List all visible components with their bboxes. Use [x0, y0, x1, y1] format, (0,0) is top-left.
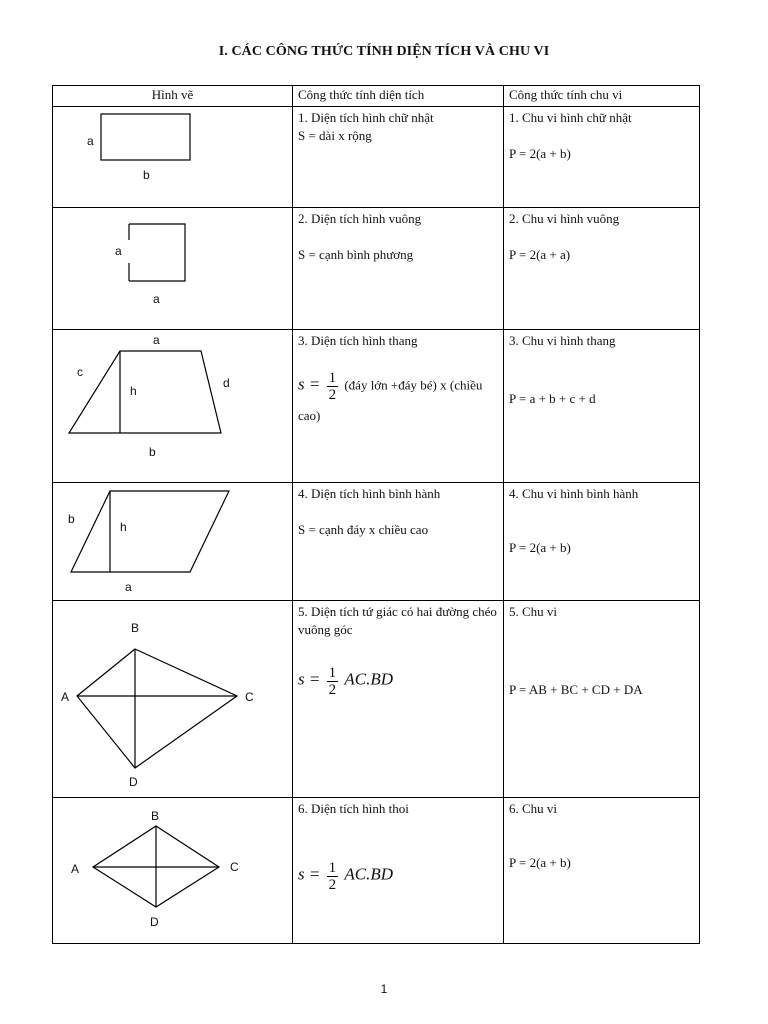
formula-prefix: s = — [298, 374, 321, 394]
label-a: a — [87, 134, 94, 148]
area-title: 5. Diện tích tứ giác có hai đường chéo vuông góc — [298, 604, 497, 637]
label-a-side: a — [115, 244, 122, 258]
area-cell — [293, 483, 504, 601]
perimeter-title: 1. Chu vi hình chữ nhật — [509, 110, 632, 125]
perimeter-formula: P = a + b + c + d — [509, 391, 596, 406]
formula-prefix: s = — [298, 669, 321, 689]
label-h: h — [130, 384, 137, 398]
parallelogram-diagram — [53, 483, 292, 601]
label-C: C — [245, 690, 254, 704]
square-figure — [53, 208, 293, 330]
fraction-denominator: 2 — [328, 877, 337, 893]
perimeter-title: 3. Chu vi hình thang — [509, 333, 616, 348]
fraction-half — [327, 860, 339, 893]
fraction-denominator: 2 — [328, 387, 337, 403]
formula-rest: AC.BD — [344, 669, 393, 689]
label-d: d — [223, 376, 230, 390]
perimeter-cell — [504, 208, 700, 330]
fraction-denominator: 2 — [328, 682, 337, 698]
table-row — [53, 107, 700, 208]
area-formula: S = cạnh đáy x chiều cao — [298, 522, 429, 537]
fraction-numerator: 1 — [328, 665, 337, 681]
label-a-bottom: a — [153, 292, 160, 306]
area-title: 2. Diện tích hình vuông — [298, 211, 422, 226]
table-row — [53, 330, 700, 483]
perimeter-title: 4. Chu vi hình bình hành — [509, 486, 639, 501]
perimeter-title: 2. Chu vi hình vuông — [509, 211, 620, 226]
parallelogram-figure — [53, 483, 293, 601]
area-formula: S = dài x rộng — [298, 128, 372, 143]
area-formula — [298, 860, 499, 893]
area-cell — [293, 208, 504, 330]
fraction-half — [327, 370, 339, 403]
area-cell — [293, 798, 504, 944]
rectangle-figure — [53, 107, 293, 208]
rhombus-figure — [53, 798, 293, 944]
table-row — [53, 208, 700, 330]
label-A: A — [61, 690, 70, 704]
formula-prefix: s = — [298, 864, 321, 884]
perimeter-formula: P = 2(a + a) — [509, 247, 571, 262]
area-formula — [298, 665, 499, 698]
perimeter-cell — [504, 601, 700, 798]
table-row — [53, 798, 700, 944]
square-diagram — [53, 208, 292, 330]
perimeter-title: 5. Chu vi — [509, 604, 558, 619]
label-A: A — [71, 862, 80, 876]
rhombus-diagram — [53, 798, 292, 944]
trapezoid-figure — [53, 330, 293, 483]
label-b: b — [149, 445, 156, 459]
perimeter-cell — [504, 483, 700, 601]
perimeter-cell — [504, 330, 700, 483]
page-number: 1 — [380, 982, 388, 996]
label-a: a — [153, 333, 160, 347]
area-formula: S = cạnh bình phương — [298, 247, 414, 262]
area-cell — [293, 330, 504, 483]
header-figure: Hình vẽ — [53, 86, 293, 107]
label-h: h — [120, 520, 127, 534]
table-header-row — [53, 86, 700, 107]
formula-table — [52, 85, 700, 944]
label-c: c — [77, 365, 83, 379]
quadrilateral-figure — [53, 601, 293, 798]
label-a: a — [125, 580, 132, 594]
perimeter-formula: P = 2(a + b) — [509, 540, 571, 555]
label-b: b — [143, 168, 150, 182]
label-D: D — [129, 775, 138, 789]
perimeter-formula: P = 2(a + b) — [509, 855, 571, 870]
header-area: Công thức tính diện tích — [293, 86, 504, 107]
header-perimeter: Công thức tính chu vi — [504, 86, 700, 107]
fraction-half — [327, 665, 339, 698]
label-B: B — [131, 621, 140, 635]
fraction-numerator: 1 — [328, 370, 337, 386]
perimeter-formula: P = AB + BC + CD + DA — [509, 682, 643, 697]
table-row — [53, 601, 700, 798]
label-b: b — [68, 512, 75, 526]
perimeter-formula: P = 2(a + b) — [509, 146, 571, 161]
perimeter-cell — [504, 798, 700, 944]
label-D: D — [150, 915, 159, 929]
area-cell — [293, 107, 504, 208]
page-title: I. CÁC CÔNG THỨC TÍNH DIỆN TÍCH VÀ CHU VI — [218, 44, 550, 59]
trapezoid-diagram — [53, 330, 292, 483]
rectangle-diagram — [53, 107, 292, 208]
area-formula — [298, 370, 499, 403]
area-title: 1. Diện tích hình chữ nhật — [298, 110, 434, 125]
area-title: 3. Diện tích hình thang — [298, 333, 418, 348]
perimeter-cell — [504, 107, 700, 208]
area-title: 4. Diện tích hình bình hành — [298, 486, 441, 501]
area-cell — [293, 601, 504, 798]
formula-rest: AC.BD — [344, 864, 393, 884]
fraction-numerator: 1 — [328, 860, 337, 876]
formula-tail: cao) — [298, 408, 321, 423]
perimeter-title: 6. Chu vi — [509, 801, 558, 816]
formula-rest: (đáy lớn +đáy bé) x (chiều — [344, 377, 483, 393]
label-C: C — [230, 860, 239, 874]
label-B: B — [151, 809, 160, 823]
quadrilateral-diagram — [53, 601, 292, 798]
area-title: 6. Diện tích hình thoi — [298, 801, 409, 816]
table-row — [53, 483, 700, 601]
